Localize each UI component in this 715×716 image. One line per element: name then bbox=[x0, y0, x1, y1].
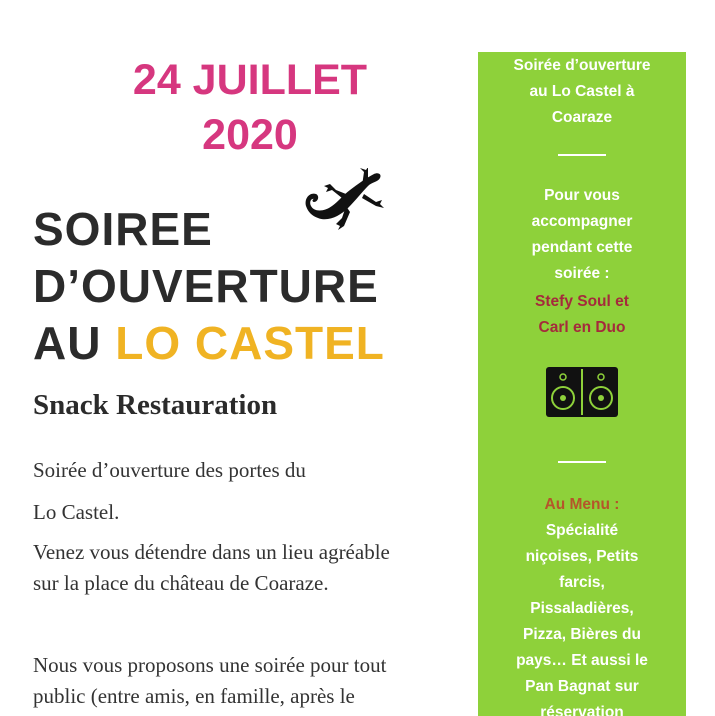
sidebar-menu-line: Spécialité bbox=[545, 522, 619, 539]
sidebar-accompany bbox=[478, 183, 686, 287]
title-prefix: AU bbox=[33, 317, 116, 369]
sidebar-menu-line: Pizza, Bières du bbox=[522, 626, 641, 643]
sidebar-artist-line: Carl en Duo bbox=[538, 319, 626, 336]
body-paragraph-2: Lo Castel. bbox=[33, 500, 120, 524]
divider bbox=[558, 461, 606, 463]
body-paragraph-4 bbox=[33, 650, 386, 712]
body-paragraph-4-line-1: Nous vous proposons une soirée pour tout bbox=[33, 653, 387, 677]
sidebar-title-line: Coaraze bbox=[551, 109, 613, 126]
sidebar-menu-title: Au Menu : bbox=[544, 496, 620, 513]
gecko-icon bbox=[302, 168, 384, 234]
title-highlight: LO CASTEL bbox=[115, 317, 385, 369]
subtitle: Snack Restauration bbox=[33, 389, 278, 421]
body-paragraph-1: Soirée d’ouverture des portes du bbox=[33, 458, 306, 482]
event-date: 24 JUILLET bbox=[132, 56, 368, 104]
sidebar-menu-line: Pan Bagnat sur bbox=[525, 678, 639, 695]
title-line-2: D’OUVERTURE bbox=[33, 260, 379, 312]
speaker-icon bbox=[545, 366, 619, 418]
body-paragraph-3 bbox=[33, 537, 390, 599]
sidebar-menu bbox=[478, 518, 686, 716]
sidebar-title-line: au Lo Castel à bbox=[529, 83, 635, 100]
body-paragraph-4-line-2: public (entre amis, en famille, après le bbox=[33, 684, 355, 708]
sidebar-artist-line: Stefy Soul et bbox=[535, 293, 629, 310]
sidebar-accompany-line: pendant cette bbox=[531, 239, 633, 256]
sidebar-accompany-line: soirée : bbox=[554, 265, 610, 282]
sidebar-accompany-line: accompagner bbox=[531, 213, 633, 230]
body-paragraph-3-line-2: sur la place du château de Coaraze. bbox=[33, 571, 329, 595]
sidebar-menu-line: réservation bbox=[540, 704, 624, 716]
sidebar-menu-line: farcis, bbox=[559, 574, 605, 591]
sidebar-title-line: Soirée d’ouverture bbox=[513, 57, 651, 74]
event-year: 2020 bbox=[202, 111, 298, 159]
sidebar-accompany-line: Pour vous bbox=[544, 187, 620, 204]
sidebar-panel bbox=[478, 52, 686, 716]
sidebar-menu-line: niçoises, Petits bbox=[525, 548, 639, 565]
title-line-1: SOIREE bbox=[33, 203, 213, 255]
sidebar-menu-line: pays… Et aussi le bbox=[516, 652, 648, 669]
divider bbox=[558, 154, 606, 156]
sidebar-title bbox=[478, 53, 686, 131]
sidebar-artist bbox=[478, 289, 686, 341]
sidebar-menu-line: Pissaladières, bbox=[530, 600, 634, 617]
body-paragraph-3-line-1: Venez vous détendre dans un lieu agréable bbox=[33, 540, 390, 564]
title-line-3 bbox=[33, 315, 385, 371]
